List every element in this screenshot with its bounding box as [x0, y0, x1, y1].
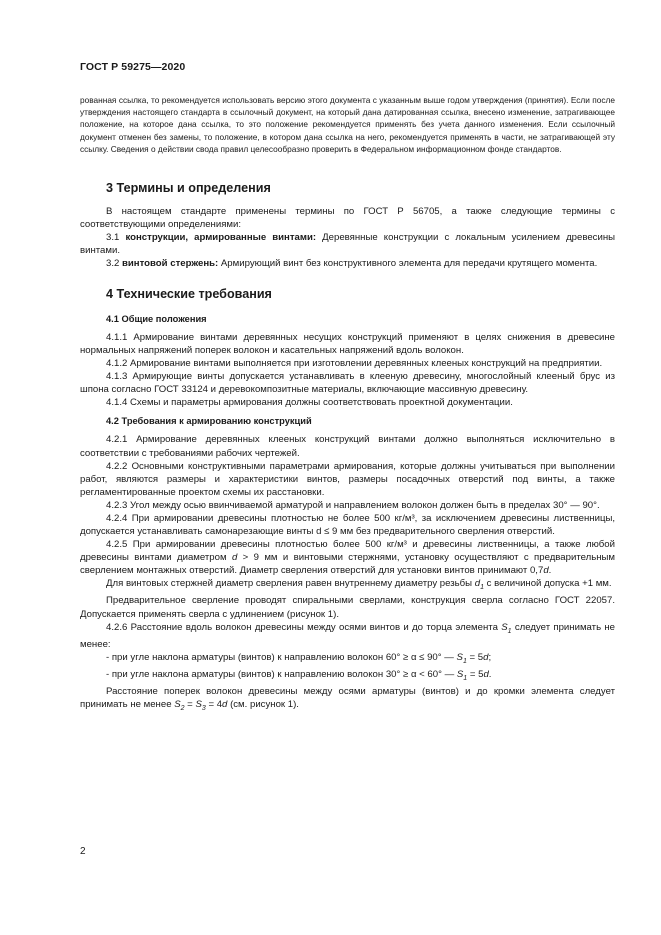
- text-run: 4.2.3 Угол: [106, 499, 150, 511]
- symbol-d: d: [483, 668, 489, 680]
- subsection-4-2-title: 4.2 Требования к армированию конструкций: [106, 416, 312, 427]
- text-run: .: [488, 668, 492, 680]
- page-content: [80, 94, 615, 715]
- subsection-4-1-title: 4.1 Общие положения: [106, 313, 207, 324]
- text-run: - при угле наклона арматуры (винтов) к направлению волокон 30° ≥ α < 60° —: [106, 668, 455, 680]
- symbol-d: d: [483, 651, 489, 663]
- section-4-title: 4 Технические требования: [106, 286, 272, 301]
- text-run: .: [548, 565, 552, 577]
- text-run: = 5: [469, 651, 484, 663]
- paragraph-4-1-4: 4.1.4 Схемы и параметры армирования должны соответствовать проектной документации.: [106, 397, 513, 409]
- text-run: Для винтовых стержней диаметр сверления равен внутреннему диаметру резьбы: [106, 578, 473, 590]
- paragraph-4-2-3: [80, 499, 615, 512]
- text-run: 4.2.5 При армировании древесины плотностью более 500 кг/м³ и древесины лиственницы, а также любой древесины винтами диаметром: [80, 539, 615, 564]
- term-3-2-number: 3.2: [106, 258, 120, 270]
- symbol-s1: $S_1$: [456, 651, 467, 665]
- paragraph-screw-rod-drilling: [80, 577, 615, 594]
- symbol-s1: $S_1$: [456, 668, 468, 682]
- paragraph-4-1-3: 4.1.3 Армирующие винты допускается устанавливать в клееную древесину, многослойный клееный брус из шпона согласно ГОСТ 33124 и деревокомпозитные материалы, включающие массивную древесину.: [80, 371, 615, 396]
- text-run: - при угле наклона арматуры (винтов) к направлению волокон 60° ≥ α ≤ 90° —: [106, 651, 454, 663]
- symbol-d: d: [231, 552, 238, 564]
- symbol-s2: $S_2$: [174, 698, 185, 712]
- text-run: = 5: [469, 668, 484, 680]
- paragraph-4-1-1: 4.1.1 Армирование винтами деревянных несущих конструкций применяют в целях снижения в древесине нормальных напряжений поперек волокон и касательных напряжений вдоль волокон.: [80, 331, 615, 356]
- text-run: с величиной допуска +1 мм.: [486, 578, 612, 590]
- intro-paragraph: рованная ссылка, то рекомендуется использовать версию этого документа с указанным выше годом утверждения (принятия). Если после утверждения настоящего стандарта в ссылочный документ, на который дана датированная ссылка, внесено изменение, затрагивающее положение, на которое дана ссылка, то это положение рекомендуется применять без учета данного изменения. Если ссылочный документ отменен без замены, то положение, в котором дана ссылка на него, рекомендуется применять в части, не затрагивающей эту ссылку. Сведения о действии свода правил целесообразно проверить в Федеральном информационном фонде стандартов.: [80, 95, 615, 154]
- symbol-s1: $S_1$: [501, 621, 512, 635]
- symbol-d: d: [543, 565, 549, 577]
- term-3-1-definition: Деревянные конструкции с локальным усилением древесины винтами.: [80, 232, 616, 257]
- section-3-title: 3 Термины и определения: [106, 181, 271, 196]
- paragraph-4-2-2: 4.2.2 Основными конструктивными параметрами армирования, которые должны учитываться при выполнении работ, являются размеры и характеристики винтов, размеры посадочных отверстий под винты, а также регламентированные проектом схемы их расстановки.: [80, 460, 615, 498]
- page-number: 2: [80, 846, 86, 857]
- paragraph-pre-drilling: Предварительное сверление проводят спиральными сверлами, конструкция сверла согласно ГОСТ 22057. Допускается применять сверла с удлинением (рисунок 1).: [80, 595, 615, 620]
- term-3-1: [80, 231, 615, 257]
- symbol-s3: $S_3$: [195, 698, 206, 712]
- text-run: = 4: [208, 698, 223, 710]
- symbol-d1: $d_1$: [474, 578, 484, 592]
- text-run: (см. рисунок 1).: [230, 698, 299, 710]
- paragraph-4-2-1: 4.2.1 Армирование деревянных клееных конструкций винтами должно выполняться исключительно в соответствии с требованиями рабочих чертежей.: [80, 434, 615, 459]
- text-run: ;: [488, 651, 492, 663]
- paragraph-4-1-2: 4.1.2 Армирование винтами выполняется при изготовлении деревянных клееных конструкций на предприятии.: [106, 357, 603, 369]
- paragraph-4-2-6: [80, 621, 615, 651]
- standard-code-header: ГОСТ Р 59275—2020: [80, 61, 186, 73]
- term-3-2: [80, 257, 615, 270]
- paragraph-4-2-4: 4.2.4 При армировании древесины плотностью не более 500 кг/м³, за исключением древесины лиственницы, допускается устанавливать самонарезающие винты d ≤ 9 мм без предварительного сверления отверстий.: [80, 512, 615, 538]
- text-run: 4.2.6 Расстояние вдоль волокон древесины между осями винтов и до торца элемента: [106, 621, 498, 633]
- paragraph-cross-grain-distance: Расстояние поперек волокон древесины между осями арматуры (винтов) и до кромки элемента следует принимать не менее $S_2 = S_3 = 4d$ (см. рисунок 1).: [80, 685, 615, 712]
- dash-item-angle-60-90: [80, 651, 615, 668]
- symbol-d: d: [222, 698, 228, 710]
- term-3-2-definition: Армирующий винт без конструктивного элемента для передачи крутящего момента.: [220, 258, 598, 270]
- paragraph-4-2-5: [80, 538, 615, 577]
- term-3-1-term: конструкции, армированные винтами:: [125, 232, 317, 244]
- text-run: Расстояние поперек волокон древесины между осями арматуры (винтов) и до кромки элемента следует принимать не менее: [80, 685, 615, 710]
- term-3-1-number: 3.1: [106, 232, 120, 244]
- text-run: следует принимать не менее:: [80, 621, 616, 650]
- text-run: между осью ввинчиваемой арматурой и направлением волокон должен быть в пределах 30° — 90°.: [152, 499, 600, 511]
- term-3-2-term: винтовой стержень:: [122, 258, 219, 270]
- dash-item-angle-30-60: [80, 668, 615, 685]
- text-run: > 9 мм и винтовыми стержнями, установку осуществляют с предварительным сверлением монтажных отверстий. Диаметр сверления отверстий для установки винтов принимают 0,7: [80, 552, 616, 577]
- section-3-intro: В настоящем стандарте применены термины по ГОСТ Р 56705, а также следующие термины с соответствующими определениями:: [80, 206, 615, 231]
